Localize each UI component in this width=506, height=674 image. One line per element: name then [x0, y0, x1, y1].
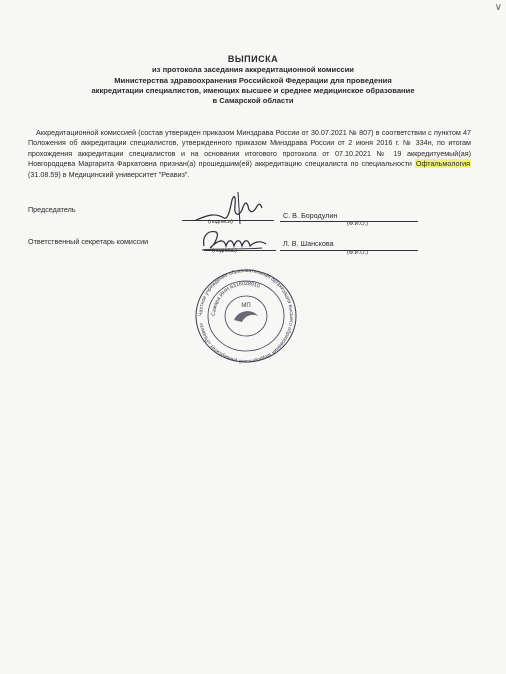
corner-mark: ∨ — [494, 2, 502, 13]
secretary-name: Л. В. Шанскова — [283, 239, 334, 248]
header-line-3: аккредитации специалистов, имеющих высшее и среднее медицинское образование — [91, 85, 415, 95]
header-line-2: Министерства здравоохранения Российской Федерации для проведения — [114, 75, 392, 85]
chair-fio-caption: (Ф.И.О.) — [347, 221, 369, 227]
body-part-1: Аккредитационной комиссией (состав утвержден приказом Минздрава России от 30.07.2021 № 807) в соответствии с пунктом 47 Положения об аккредитации специалистов, утвержденного приказом Минздрава России от 2 июня 2016 г. № 334н, по итогам прохождения аккредитации специалистов и на основании итогового протокола от 07.10.2021 № 19 аккредитуемый(ая) Новгородцева Маргарита Фархатовна признан(а) прошедшим(ей) аккредитацию специалиста по специальности — [28, 128, 471, 169]
document-header — [80, 54, 426, 106]
secretary-label: Ответственный секретарь комиссии — [28, 237, 149, 246]
chair-signature-caption: (подпись) — [208, 219, 233, 225]
header-line-1: из протокола заседания аккредитационной комиссии — [152, 65, 354, 75]
body-part-2: (31.08.59) в Медицинский университет "Реавиз". — [28, 169, 190, 179]
stamp-emblem-icon — [234, 311, 258, 322]
chair-label: Председатель — [28, 205, 76, 214]
document-title: ВЫПИСКА — [227, 54, 279, 64]
secretary-signature — [198, 226, 270, 256]
secretary-fio-caption: (Ф.И.О.) — [347, 250, 369, 256]
header-line-4: в Самарской области — [212, 96, 294, 106]
stamp-inner-text: Самара ИНН 6316028910 — [210, 280, 261, 317]
chair-name: С. В. Бородулин — [283, 211, 338, 220]
official-stamp — [178, 268, 314, 364]
stamp-outer-text: Частное учреждение образовательная организация высшего образования Медицинский университет «Реавиз» — [197, 268, 295, 364]
body-paragraph — [28, 128, 471, 180]
specialty-highlight: Офтальмология — [415, 159, 470, 169]
secretary-signature-caption: (подпись) — [212, 248, 237, 254]
stamp-center-label: МП — [241, 303, 251, 309]
chair-signature — [194, 190, 266, 226]
